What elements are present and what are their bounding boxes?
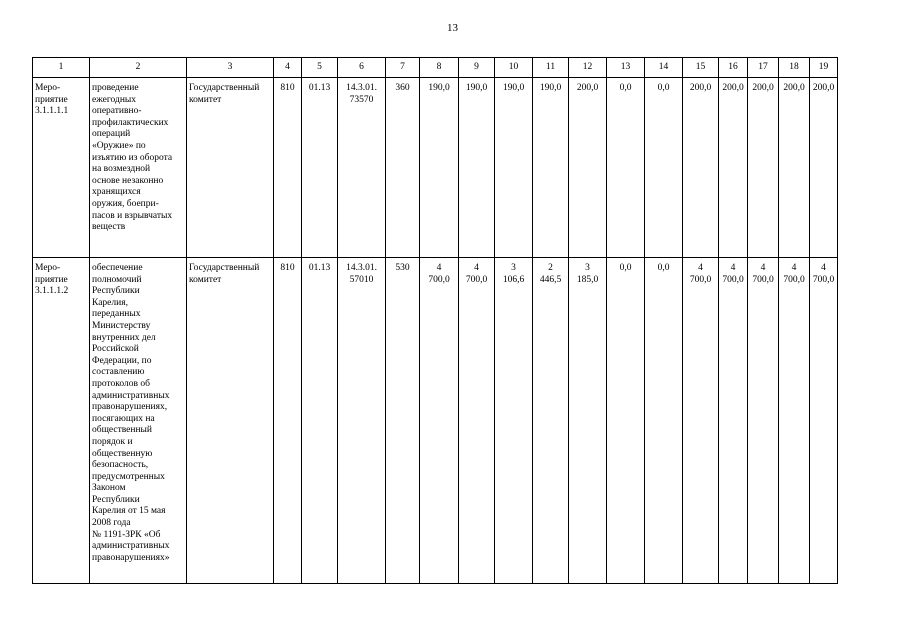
value-cell: [779, 258, 810, 584]
header-cell: 2: [90, 58, 187, 78]
header-cell: 9: [459, 58, 495, 78]
header-cell: 13: [607, 58, 645, 78]
header-cell: 4: [274, 58, 302, 78]
text-line: 2: [548, 263, 553, 273]
text-line: административных: [92, 390, 170, 401]
text-line: Карелия от 15 мая: [92, 506, 166, 517]
value-cell: [607, 258, 645, 584]
text-line: Государственный: [189, 263, 260, 273]
value-cell: [338, 258, 386, 584]
text-line: «Оружие» по: [92, 140, 146, 151]
text-line: 200,0: [752, 83, 774, 93]
text-line: 190,0: [502, 83, 525, 93]
header-cell: 17: [748, 58, 779, 78]
value-cell: [495, 78, 533, 258]
value-cell: [645, 258, 683, 584]
text-line: 3.1.1.1.1: [35, 106, 69, 117]
value-cell: [274, 78, 302, 258]
text-line: комитет: [189, 94, 222, 105]
value-cell: [386, 78, 420, 258]
header-cell: 1: [33, 58, 90, 78]
text-line: приятие: [35, 274, 68, 285]
text-line: Карелия,: [92, 297, 128, 308]
text-line: 0,0: [657, 263, 670, 273]
text-line: 0,0: [657, 83, 670, 93]
text-line: 106,6: [502, 274, 525, 285]
text-line: 4: [474, 263, 479, 273]
text-line: 14.3.01.: [346, 83, 377, 93]
text-line: 190,0: [465, 83, 488, 93]
text-line: 57010: [349, 274, 374, 285]
text-line: 4: [760, 263, 766, 273]
text-line: Российской: [92, 344, 139, 355]
header-cell: 3: [187, 58, 274, 78]
value-cell: [302, 78, 338, 258]
text-line: посягающих на: [92, 413, 155, 424]
header-cell: 15: [683, 58, 719, 78]
text-line: правонарушениях,: [92, 402, 168, 413]
text-line: 200,0: [689, 83, 712, 93]
text-line: правонарушениях»: [92, 552, 170, 563]
measure-name-cell: [33, 78, 90, 258]
value-cell: [533, 258, 569, 584]
value-cell: [459, 78, 495, 258]
text-line: внутренних дел: [92, 332, 156, 343]
table-row: [33, 258, 838, 584]
text-line: 4: [791, 263, 797, 273]
text-line: 14.3.01.: [346, 263, 377, 273]
text-line: 190,0: [428, 83, 450, 93]
text-line: 01.13: [308, 83, 331, 93]
text-line: составлению: [92, 367, 145, 378]
text-line: 810: [280, 83, 295, 93]
value-cell: [533, 78, 569, 258]
text-line: 446,5: [539, 274, 562, 285]
text-line: 4: [730, 263, 736, 273]
header-cell: 18: [779, 58, 810, 78]
value-cell: [459, 258, 495, 584]
header-cell: 5: [302, 58, 338, 78]
text-line: 360: [395, 83, 410, 93]
page-number: 13: [447, 22, 458, 34]
text-line: обеспечение: [92, 263, 143, 273]
text-line: Меро-: [35, 83, 61, 93]
text-line: 700,0: [689, 274, 712, 285]
text-line: проведение: [92, 83, 139, 93]
text-line: 190,0: [539, 83, 562, 93]
text-line: 4: [821, 263, 826, 273]
header-row: [33, 58, 838, 78]
text-line: Федерации, по: [92, 355, 152, 366]
text-line: 73570: [349, 94, 374, 105]
value-cell: [420, 258, 459, 584]
value-cell: [607, 78, 645, 258]
text-line: 200,0: [722, 83, 744, 93]
value-cell: [420, 78, 459, 258]
header-cell: 6: [338, 58, 386, 78]
text-line: порядок и: [92, 436, 133, 447]
value-cell: [569, 258, 607, 584]
text-line: операций: [92, 129, 131, 140]
description-cell: [90, 258, 187, 584]
text-line: 3: [511, 263, 516, 273]
text-line: 0,0: [619, 263, 632, 273]
text-line: переданных: [92, 309, 141, 320]
header-cell: 16: [719, 58, 748, 78]
text-line: комитет: [189, 274, 222, 285]
header-cell: 7: [386, 58, 420, 78]
value-cell: [495, 258, 533, 584]
header-cell: 8: [420, 58, 459, 78]
executor-cell: [187, 78, 274, 258]
value-cell: [274, 258, 302, 584]
text-line: 01.13: [308, 263, 331, 273]
text-line: оперативно-: [92, 106, 142, 117]
value-cell: [748, 78, 779, 258]
value-cell: [779, 78, 810, 258]
text-line: 700,0: [465, 274, 488, 285]
text-line: Республики: [92, 286, 140, 297]
text-line: протоколов об: [92, 378, 150, 389]
table-row: [33, 78, 838, 258]
text-line: 4: [698, 263, 703, 273]
text-line: 700,0: [752, 274, 774, 285]
text-line: на возмездной: [92, 164, 151, 175]
text-line: Меро-: [35, 263, 61, 273]
text-line: хранящихся: [92, 187, 141, 198]
text-line: 700,0: [428, 274, 450, 285]
measure-name-cell: [33, 258, 90, 584]
text-line: Законом: [92, 483, 126, 494]
description-cell: [90, 78, 187, 258]
value-cell: [683, 78, 719, 258]
value-cell: [719, 258, 748, 584]
text-line: профилактических: [92, 117, 169, 128]
text-line: 700,0: [783, 274, 805, 285]
text-line: 4: [436, 263, 442, 273]
text-line: 3.1.1.1.2: [35, 286, 69, 297]
text-line: 200,0: [783, 83, 805, 93]
text-line: 810: [280, 263, 295, 273]
text-line: № 1191-ЗРК «Об: [92, 529, 161, 540]
value-cell: [569, 78, 607, 258]
text-line: Государственный: [189, 83, 260, 93]
text-line: 185,0: [576, 274, 599, 285]
header-cell: 11: [533, 58, 569, 78]
value-cell: [302, 258, 338, 584]
text-line: 530: [395, 263, 410, 273]
header-cell: 19: [810, 58, 838, 78]
value-cell: [645, 78, 683, 258]
value-cell: [386, 258, 420, 584]
text-line: Республики: [92, 494, 140, 505]
text-line: 200,0: [576, 83, 599, 93]
text-line: 0,0: [619, 83, 632, 93]
text-line: ежегодных: [92, 94, 137, 105]
value-cell: [810, 78, 838, 258]
text-line: изъятию из оборота: [92, 152, 173, 163]
text-line: приятие: [35, 94, 68, 105]
value-cell: [338, 78, 386, 258]
header-cell: 14: [645, 58, 683, 78]
text-line: 700,0: [722, 274, 744, 285]
text-line: 3: [585, 263, 590, 273]
value-cell: [748, 258, 779, 584]
text-line: 700,0: [812, 274, 835, 285]
text-line: предусмотренных: [92, 471, 165, 482]
text-line: общественный: [92, 425, 153, 436]
text-line: 200,0: [812, 83, 835, 93]
text-line: полномочий: [92, 274, 142, 285]
budget-table: [32, 57, 838, 584]
text-line: оружия, боепри-: [92, 198, 159, 209]
text-line: 2008 года: [92, 518, 131, 529]
text-line: административных: [92, 541, 170, 552]
value-cell: [683, 258, 719, 584]
text-line: общественную: [92, 448, 153, 459]
value-cell: [719, 78, 748, 258]
text-line: безопасность,: [92, 460, 149, 471]
header-cell: 10: [495, 58, 533, 78]
text-line: Министерству: [92, 320, 151, 331]
text-line: веществ: [92, 222, 126, 233]
header-cell: 12: [569, 58, 607, 78]
executor-cell: [187, 258, 274, 584]
value-cell: [810, 258, 838, 584]
text-line: основе незаконно: [92, 175, 164, 186]
text-line: пасов и взрывчатых: [92, 210, 173, 221]
